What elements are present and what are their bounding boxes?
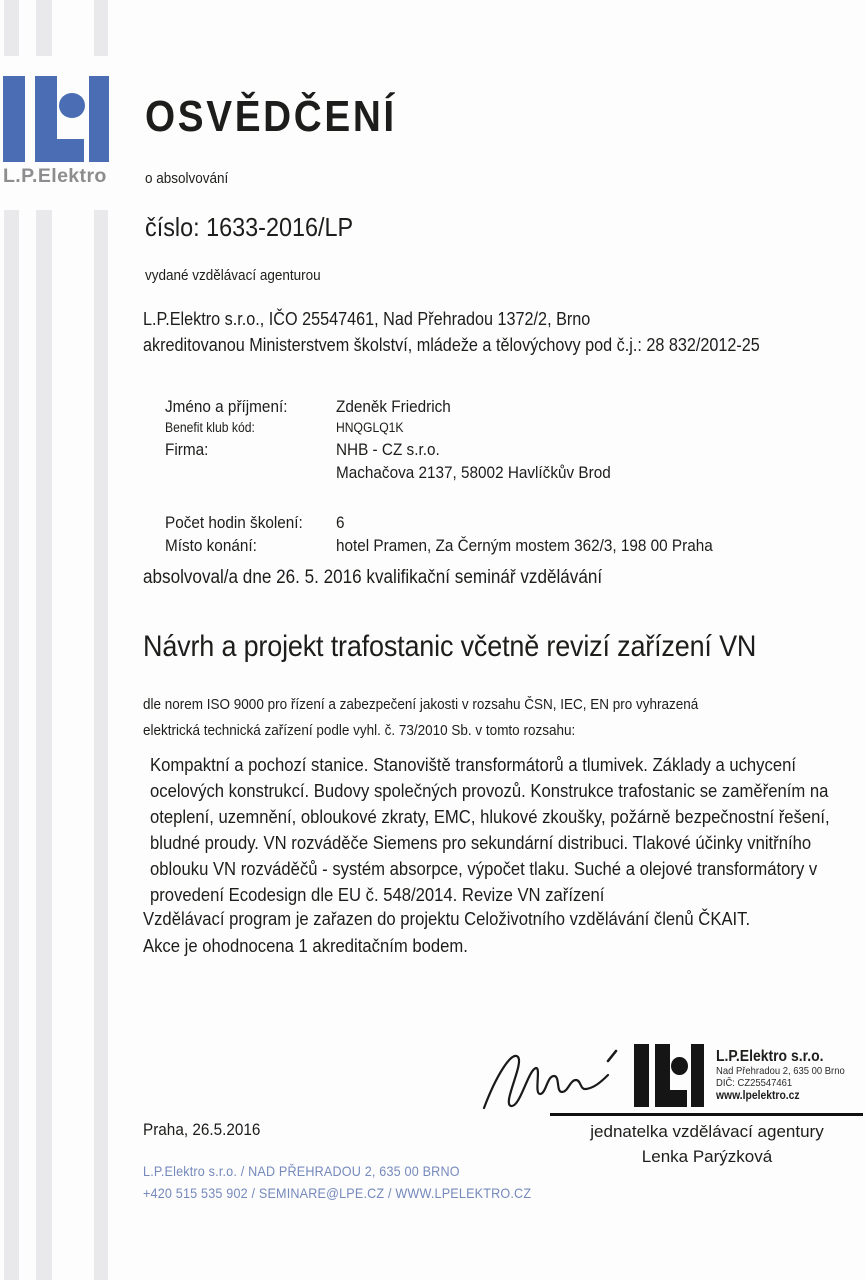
name-value: Zdeněk Friedrich [336, 397, 451, 416]
agency-line-2: akreditovanou Ministerstvem školství, mládeže a tělovýchovy pod č.j.: 28 832/2012-25 [143, 335, 760, 355]
stamp-logo-bar-left-icon [634, 1044, 649, 1107]
footer-address-line: L.P.Elektro s.r.o. / NAD PŘEHRADOU 2, 635 00 BRNO [143, 1163, 460, 1179]
stamp-address: Nad Přehradou 2, 635 00 Brno [716, 1065, 845, 1077]
handwritten-signature [480, 1048, 620, 1114]
logo-dot-icon [59, 93, 84, 118]
logo-wordmark: L.P.Elektro [3, 165, 107, 187]
attendee-fields [165, 395, 805, 557]
field-row-name [165, 395, 741, 418]
benefit-code-label: Benefit klub kód: [165, 420, 255, 435]
ckait-line-2: Akce je ohodnocena 1 akreditačním bodem. [143, 935, 468, 956]
venue-label: Místo konání: [165, 536, 257, 555]
signature-line [550, 1113, 863, 1116]
logo-bar-left-icon [3, 76, 25, 162]
scope-line-1: dle norem ISO 9000 pro řízení a zabezpečení jakosti v rozsahu ČSN, IEC, EN pro vyhrazená [143, 696, 699, 713]
certificate-subtitle: o absolvování [145, 170, 229, 187]
stamp-logo-foot-icon [655, 1090, 687, 1107]
logo-bar-right-icon [89, 76, 109, 162]
margin-bar-2-bottom [36, 210, 52, 1280]
venue-value: hotel Pramen, Za Černým mostem 362/3, 198 00 Praha [336, 536, 713, 555]
issued-by-label: vydané vzdělávací agenturou [145, 267, 321, 284]
stamp-logo [634, 1044, 704, 1107]
ckait-block [143, 905, 818, 959]
stamp-logo-bar-right-icon [691, 1044, 704, 1107]
stamp-website: www.lpelektro.cz [716, 1090, 800, 1102]
company-address-label [165, 461, 336, 484]
name-label: Jméno a příjmení: [165, 397, 288, 416]
field-row-company [165, 438, 741, 461]
fields-spacer [165, 484, 805, 511]
ckait-line-1: Vzdělávací program je zařazen do projektu Celoživotního vzdělávání členů ČKAIT. [143, 908, 751, 929]
margin-bar-2-top [36, 0, 52, 56]
completion-line: absolvoval/a dne 26. 5. 2016 kvalifikační seminář vzdělávání [143, 567, 603, 588]
margin-bar-1-bottom [4, 210, 19, 1280]
benefit-code-value: HNQGLQ1K [336, 420, 404, 435]
field-row-hours [165, 511, 741, 534]
training-hours-label: Počet hodin školení: [165, 513, 303, 532]
margin-bar-1-top [4, 0, 19, 56]
certificate-number: číslo: 1633-2016/LP [145, 212, 354, 242]
stamp-vat-id: DIČ: CZ25547461 [716, 1077, 793, 1089]
training-hours-value: 6 [336, 513, 345, 532]
company-address-value: Machačova 2137, 58002 Havlíčkův Brod [336, 463, 611, 482]
stamp-logo-dot-icon [671, 1057, 688, 1075]
company-label: Firma: [165, 440, 209, 459]
lp-elektro-logo [3, 76, 109, 162]
margin-bar-3-top [94, 0, 108, 56]
signer-name: Lenka Parýzková [641, 1147, 773, 1166]
place-and-date: Praha, 26.5.2016 [143, 1120, 261, 1139]
margin-bar-3-bottom [94, 210, 108, 1280]
agency-block [143, 306, 828, 358]
course-title: Návrh a projekt trafostanic včetně revizí zařízení VN [143, 630, 757, 663]
field-row-venue [165, 534, 741, 557]
stamp-text-block [716, 1048, 859, 1104]
footer-contact-line: +420 515 535 902 / SEMINARE@LPE.CZ / WWW.LPELEKTRO.CZ [143, 1185, 532, 1201]
company-value: NHB - CZ s.r.o. [336, 440, 440, 459]
course-description: Kompaktní a pochozí stanice. Stanoviště transformátorů a tlumivek. Základy a uchycení ocelových konstrukcí. Budovy společných provozů. Konstrukce trafostanic se zaměřením na oteplení, uzemnění, obloukové zkraty, EMC, hlukové zkoušky, požárně bezpečnostní řešení, bludné proudy. VN rozváděče Siemens pro sekundární distribuci. Tlakové účinky vnitřního oblouku VN rozváděčů - systém absorpce, výpočet tlaku. Suché a olejové transformátory v provedení Ecodesign dle EU č. 548/2014. Revize VN zařízení [150, 754, 830, 905]
scope-line-2: elektrická technická zařízení podle vyhl. č. 73/2010 Sb. v tomto rozsahu: [143, 722, 576, 739]
field-row-benefit [165, 418, 741, 438]
certificate-title: OSVĚDČENÍ [145, 92, 397, 141]
logo-foot-icon [35, 139, 84, 162]
scope-block [143, 692, 760, 744]
signer-role: jednatelka vzdělávací agentury [590, 1122, 824, 1141]
agency-line-1: L.P.Elektro s.r.o., IČO 25547461, Nad Přehradou 1372/2, Brno [143, 309, 591, 329]
field-row-company-address [165, 461, 741, 484]
stamp-company: L.P.Elektro s.r.o. [716, 1048, 824, 1065]
